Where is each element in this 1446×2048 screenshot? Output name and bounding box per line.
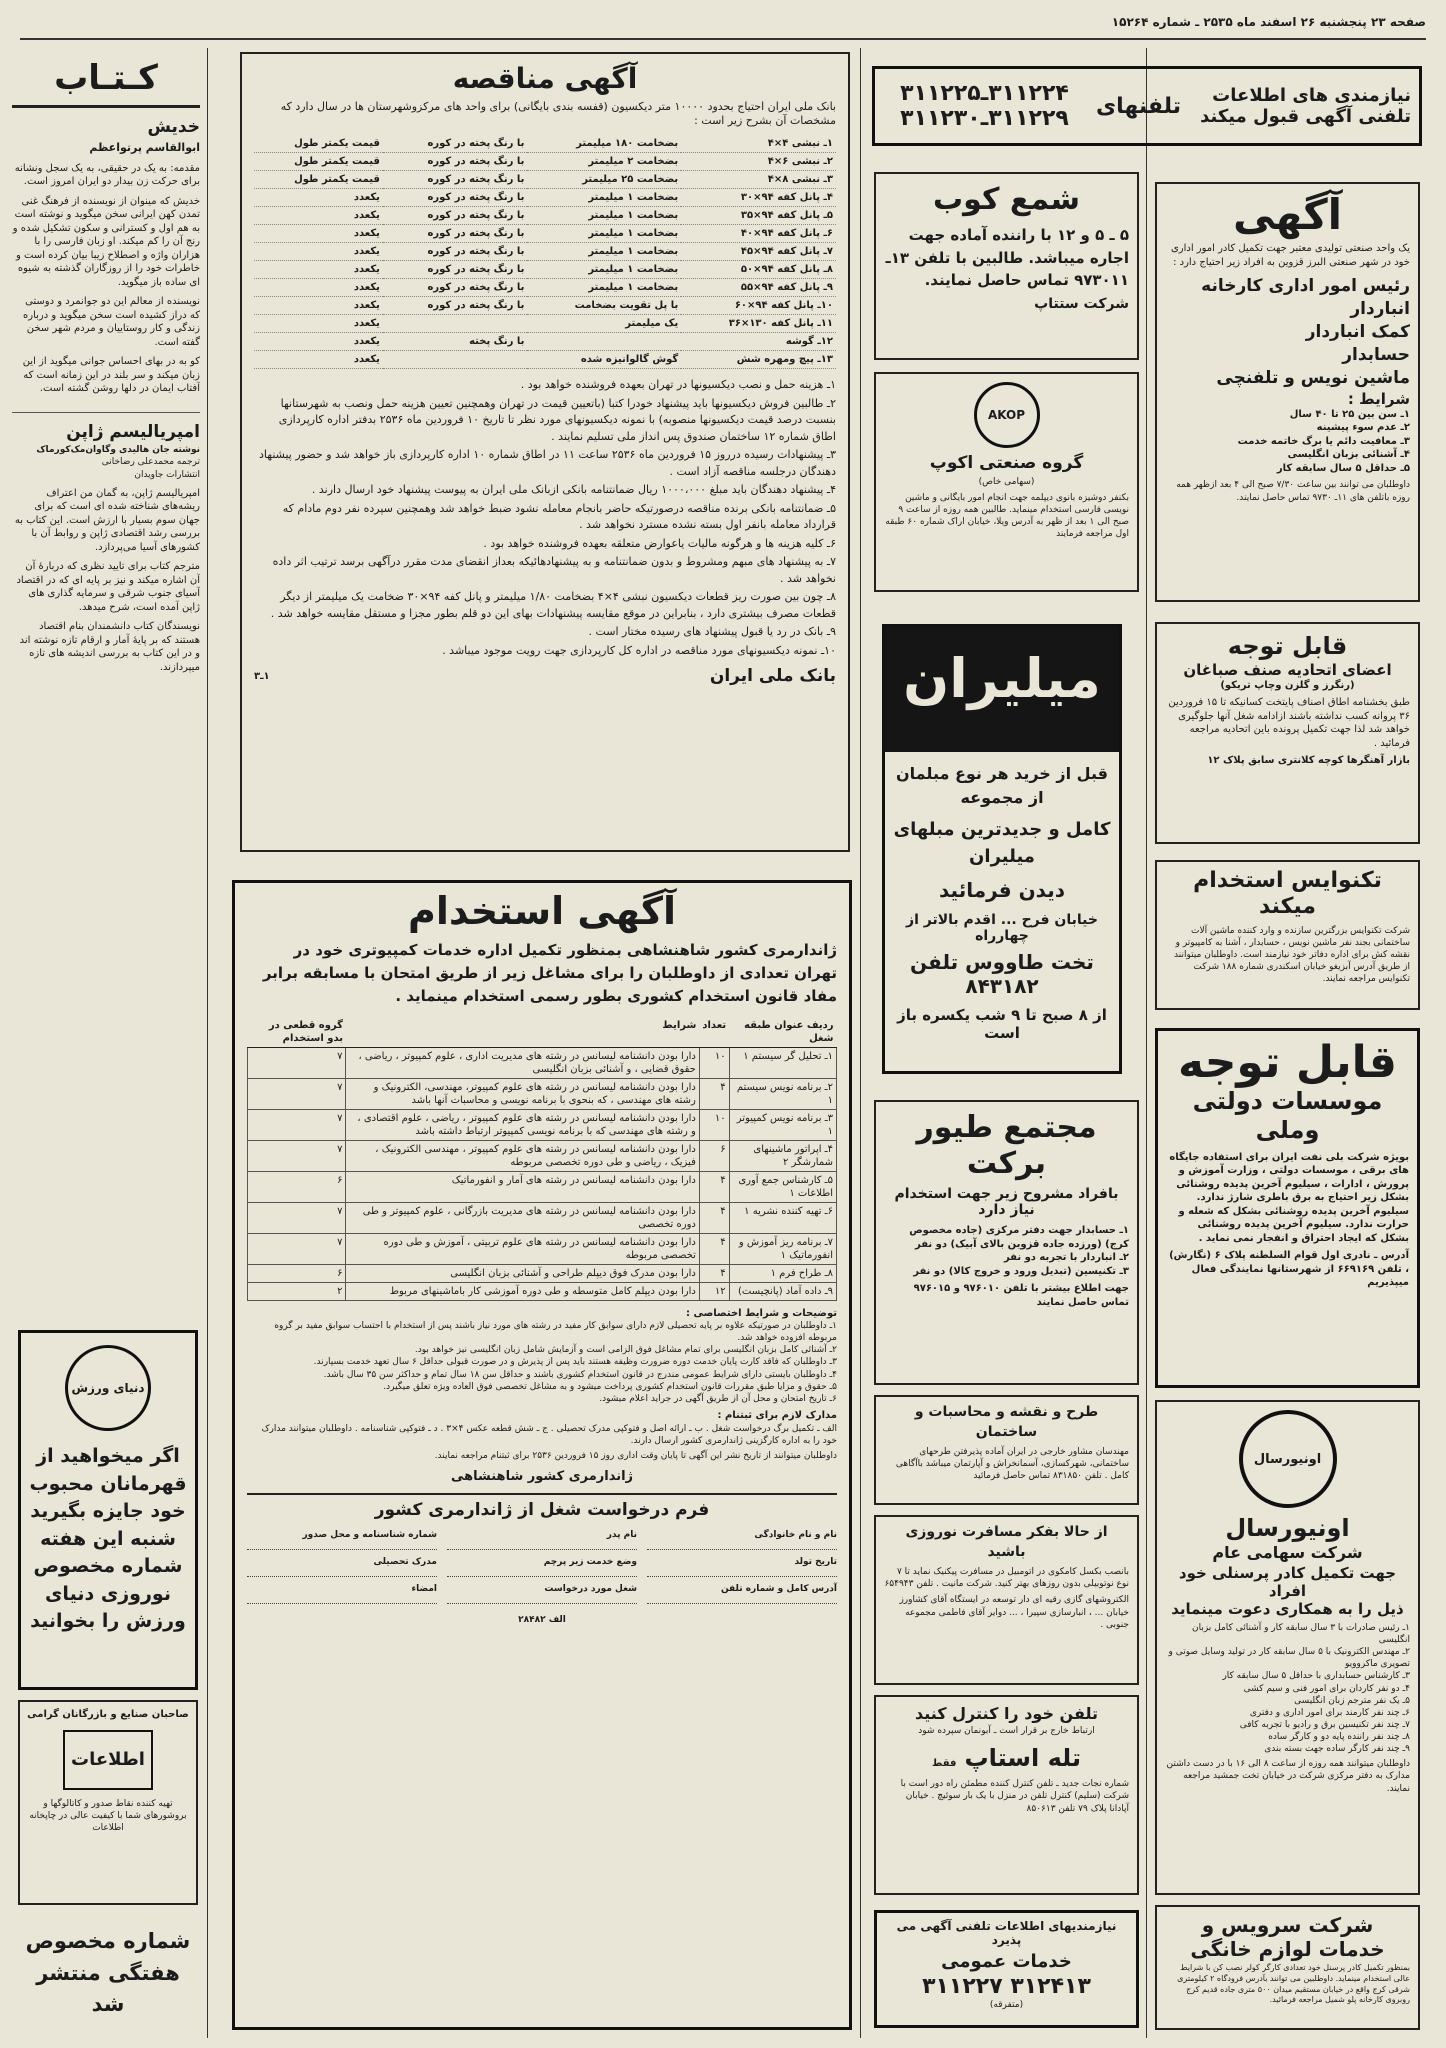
travel-ad <box>874 1515 1139 1685</box>
weekly-notice-text: شماره مخصوص هفتگی منتشر شد <box>25 1929 191 2016</box>
tender-item-cell: ۱۰ـ پانل کفه ۹۴×۶۰ <box>681 297 836 315</box>
tender-item-row <box>254 279 836 297</box>
universal-subtitle: شرکت سهامی عام <box>1212 1542 1363 1562</box>
job-ad-conditions <box>1165 408 1410 476</box>
article-paragraph: مترجم کتاب برای تایید نظری که دربارهٔ آن آن اشاره میکند و نیز بر پایه ای که در اقتصاد آسیای جنوب شرقی و سرمایه گذاری های ژاپن آمده است، شرح میدهد. <box>16 561 200 613</box>
universal-logo <box>1239 1410 1337 1508</box>
barekat-item: ۳ـ تکنیسین (تبدیل ورود و خروج کالا) دو نفر <box>913 1265 1129 1277</box>
employment-table-cell: ۷ <box>248 1233 346 1264</box>
tender-note: ۱ـ هزینه حمل و نصب دیکسیونها در تهران بعهده فروشنده خواهد بود . <box>520 378 836 392</box>
article-author: ابوالقاسم پرتواعظم <box>89 140 200 154</box>
tender-item-cell: بضخامت ۱ میلیمتر <box>527 279 681 297</box>
shamkoob-company: شرکت ستتاپ <box>1034 295 1129 312</box>
employment-table-cell: ۴ـ اپراتور ماشینهای شمارشگر ۲ <box>729 1140 836 1171</box>
design-ad <box>874 1395 1139 1505</box>
gov-ad-body: بویژه شرکت بلی نفت ایران برای استفاده جایگاه های برقی ، موسسات دولتی ، وزارت آموزش و پرورش ، ادارات ، سیلیوم آخرین پدیده روشنائی بشکل زیر احتیاج به برق باطری شارژ ندارد. سیلیوم آخرین پدیده روشنائی بشکل که شعله و حرارت ندارد. سیلیوم آخرین پدیده روشنائی بشکل که ایجاد احتراق و انفجار نمی نماید . <box>1169 1151 1409 1244</box>
dyers-address: بازار آهنگرها کوچه کلانتری سابق پلاک ۱۲ <box>1207 755 1410 767</box>
employment-condition: ۳ـ داوطلبان که فاقد کارت پایان خدمت دوره ضرورت وظیفه هستند باید پس از پذیرش و در صورت قبولی حداقل ۶ سال تعهد خدمت بسپارند. <box>313 1357 837 1368</box>
universal-item: ۲ـ مهندس الکترونیک با ۵ سال سابقه کار در تولید وسایل صوتی و تصویری ماکروویو <box>1168 1647 1410 1670</box>
employment-table-row <box>248 1078 837 1109</box>
employment-table-cell: دارا بودن دانشنامه لیسانس در رشته های علوم کمپیوتر ، ریاضی ، علوم اقتصادی ، و رشته های مهندسی که با برنامه نویسی کمپیوتر ارتباط داشته باشد <box>346 1109 699 1140</box>
tender-item-cell: ۱۲ـ گوشه <box>681 333 836 351</box>
tender-item-cell: ۱ـ نبشی ۴×۴ <box>681 135 836 153</box>
tender-note: ۹ـ بانک در رد یا قبول پیشنهاد های رسیده مختار است . <box>588 625 836 639</box>
employment-table-cell: دارا بودن دیپلم کامل متوسطه و طی دوره آموزشی کار باماشینهای مربوط <box>346 1282 699 1300</box>
tender-note: ۴ـ پیشنهاد دهندگان باید مبلغ ۱۰۰۰،۰۰۰ ریال ضمانتنامه بانکی ازبانک ملی ایران به پیوست پیشنهاد خود ارسال دارند . <box>311 483 836 497</box>
akop-ad <box>874 372 1139 592</box>
tender-item-cell: یکعدد <box>254 225 383 243</box>
employment-table-cell: ۷ <box>248 1140 346 1171</box>
employment-table-cell: ۷ <box>248 1078 346 1109</box>
industrial-job-ad <box>1155 182 1420 602</box>
employment-table-cell: ۲ـ برنامه نویس سیستم ۱ <box>729 1078 836 1109</box>
employment-table-cell: ۶ـ تهیه کننده نشریه ۱ <box>729 1202 836 1233</box>
phone-box-label: تلفنهای <box>1095 93 1181 119</box>
teleastop-ad <box>874 1695 1139 1895</box>
tender-item-cell: یکعدد <box>254 297 383 315</box>
article-translator: ترجمه محمدعلی رضاخانی <box>101 457 200 468</box>
job-ad-title: آگهی <box>1232 190 1343 239</box>
employment-conditions-title: توضیحات و شرایط اختصاصی : <box>686 1307 837 1319</box>
job-ad-condition: ۲ـ عدم سوء پیشینه <box>1316 422 1410 434</box>
universal-line2: ذیل را به همکاری دعوت مینماید <box>1171 1599 1404 1618</box>
donya-varzesh-ad-text: اگر میخواهید از قهرمانان محبوب خود جایزه بگیرید شنبه این هفته شماره مخصوص نوروزی دنیای ورزش را بخوانید <box>29 1445 187 1633</box>
employment-table-cell: دارا بودن دانشنامه لیسانس در رشته های علوم تربیتی ، آموزش و طی دوره تخصصی مربوطه <box>346 1233 699 1264</box>
tender-item-cell: یکعدد <box>254 207 383 225</box>
tender-item-row <box>254 243 836 261</box>
gov-ad-subtitle: موسسات دولتی وملی <box>1192 1087 1383 1145</box>
article-publisher: انتشارات جاویدان <box>134 469 200 480</box>
donya-varzesh-logo-text: دنیای ورزش <box>71 1380 145 1395</box>
tender-item-cell <box>383 351 528 369</box>
tender-item-cell: یکعدد <box>254 243 383 261</box>
tender-item-cell: بضخامت ۱ میلیمتر <box>527 243 681 261</box>
dyers-subtitle: اعضای اتحادیه صنف صباغان <box>1183 660 1392 679</box>
tender-note: ۵ـ ضمانتنامه بانکی برنده مناقصه درصورتیکه حاضر بانجام معامله نشود ضبط خواهد شد وهمچنین سپرده نفر دوم مادام که قرارداد معامله بانفر اول بسته نشده مسترد نخواهد شد . <box>282 501 836 532</box>
article-paragraph: کو به در بهای احساس جوانی میگوید از این زبان میکند و سر بلند در این زمانه است که آفتاب ایمان در دلها روشن گشته است. <box>22 356 200 395</box>
barekat-poultry-ad <box>874 1100 1139 1385</box>
employment-condition: ۱ـ داوطلبان در صورتیکه علاوه بر پایه تحصیلی لازم دارای سوابق کار مفید در رشته های مورد نیاز باشند پس از استخدام با احتساب سوابق مفید بر گروه مربوطه افزوده خواهد شد. <box>274 1321 837 1344</box>
melliran-line2: کامل و جدیدترین مبلهای میلیران <box>893 819 1111 867</box>
job-ad-condition: ۱ـ سن بین ۲۵ تا ۴۰ سال <box>1289 408 1410 420</box>
shamkoob-body: ۵ ـ ۵ و ۱۲ با راننده آماده جهت اجاره میباشد. طالبین با تلفن ۱۳ـ ۹۷۳۰۱۱ تماس حاصل نمایند. <box>885 226 1129 289</box>
article-title: خدیش <box>147 116 200 137</box>
technovice-ad <box>1155 860 1420 1010</box>
universal-line1: جهت تکمیل کادر پرسنلی خود افراد <box>1178 1563 1397 1600</box>
job-ad-condition: ۵ـ حداقل ۵ سال سابقه کار <box>1276 462 1410 474</box>
tender-item-cell: ۵ـ پانل کفه ۹۴×۳۵ <box>681 207 836 225</box>
universal-footer: داوطلبان میتوانند همه روزه از ساعت ۸ الی ۱۶ با در دست داشتن مدارک به دفتر مرکزی شرکت در خیابان تخت جمشید مراجعه نمایند. <box>1166 1759 1410 1794</box>
tender-notes <box>254 377 836 659</box>
travel-body-2: الکتروشهای گازی رقیه ای دار توسعه در ایستگاه آقای کشاورز خیابان ... ، انبارسازی سپیرا ، ... دوایر آقای فاطمی مجموعه جنوبی . <box>899 1595 1129 1630</box>
application-form-field: آدرس کامل و شماره تلفن <box>647 1583 837 1604</box>
universal-item: ۴ـ دو نفر کاردان برای امور فنی و سیم کشی <box>1243 1683 1410 1694</box>
article-paragraph: نویسنده از معالم این دو جوانمرد و دوستی که دراز کشیده است سخن میگوید و درباره زندگی و کار روستاییان و مردم شهر سخن گفته است. <box>23 296 200 348</box>
tender-item-row <box>254 135 836 153</box>
job-ad-intro: یک واحد صنعتی تولیدی معتبر جهت تکمیل کادر امور اداری خود در شهر صنعتی البرز قزوین به افراد زیر احتیاج دارد : <box>1170 243 1410 268</box>
employment-table-cell: ۱ـ تحلیل گر سیستم ۱ <box>729 1047 836 1078</box>
ettelaat-ad-body: تهیه کننده نقاط صدور و کاتالوگها و بروشورهای شما با کیفیت عالی در چاپخانه اطلاعات <box>29 1798 187 1833</box>
tender-item-cell: قیمت یکمتر طول <box>254 135 383 153</box>
tender-item-row <box>254 351 836 369</box>
universal-item: ۹ـ چند نفر کارگر ساده جهت بسته بندی <box>1264 1744 1410 1755</box>
tender-item-cell: با رنگ پخته <box>383 333 528 351</box>
employment-table-cell: ۷ <box>248 1109 346 1140</box>
book-section-title: کـتـاب <box>12 52 200 108</box>
employment-deadline: داوطلبان میتوانند از تاریخ نشر این آگهی تا پایان وقت اداری روز ۱۵ فروردین ۲۵۳۶ برای ثبتنام مراجعه نمایند. <box>434 1450 837 1461</box>
universal-ad <box>1155 1400 1420 1895</box>
akop-title: گروه صنعتی اکوپ <box>929 453 1084 473</box>
tender-item-cell: ۲ـ نبشی ۶×۴ <box>681 153 836 171</box>
melliran-line6: از ۸ صبح تا ۹ شب یکسره باز است <box>897 1006 1107 1042</box>
employment-table-cell: ۶ <box>248 1171 346 1202</box>
dyers-body: طبق بخشنامه اطاق اصناف پایتخت کسانیکه تا ۱۵ فروردین ۳۶ پروانه کسب نداشته باشند ازادامه شغل آنها جلوگیری خواهد شد لذا جهت تکمیل پرونده باین اتحادیه مراجعه فرمائید . <box>1168 697 1410 749</box>
employment-table-cell: ۱۲ <box>699 1282 729 1300</box>
application-form-field: وضع خدمت زیر پرچم <box>447 1556 637 1577</box>
application-form <box>247 1529 837 1604</box>
job-ad-role: حسابدار <box>1342 345 1410 365</box>
employment-table-cell: دارا بودن دانشنامه لیسانس در رشته های مدیریت اداری ، علوم کمپیوتر ، ریاضی ، حقوق قضایی ، و آشنائی بزبان انگلیسی <box>346 1047 699 1078</box>
gov-ad-title: قابل توجه <box>1178 1037 1397 1088</box>
tender-item-cell: با رنگ پخته در کوره <box>383 261 528 279</box>
tender-item-cell: ۷ـ پانل کفه ۹۴×۴۵ <box>681 243 836 261</box>
employment-condition: ۶ـ تاریخ امتحان و محل آن از طریق آگهی در جراید اعلام میشود. <box>599 1393 837 1404</box>
job-ad-conditions-title: شرایط : <box>1347 389 1410 408</box>
tender-items-table <box>254 135 836 369</box>
employment-table-cell: ۷ـ برنامه ریز آموزش و انفورماتیک ۱ <box>729 1233 836 1264</box>
employment-table-header-cell: شرایط <box>346 1017 699 1048</box>
ettelaat-logo <box>63 1730 153 1790</box>
tender-item-cell: با رنگ پخته در کوره <box>383 189 528 207</box>
appliance-body: بمنظور تکمیل کادر پرسنل خود تعدادی کارگر کولر نصب کن با شرایط عالی استخدام مینماید. داوطلبین می توانند بآدرس فرودگاه ۲ کیلومتری شرقی کرج واقع در خیابان مستقیم میدان ۵۰۰ متری جاده قدیم کرج روبروی کارخانه پلو شمیل مراجعه فرمائید. <box>1177 1963 1410 2005</box>
akop-body: بکنفر دوشیزه بانوی دیپلمه جهت انجام امور بایگانی و ماشین نویسی فارسی استخدام مینماید. طالبین همه روزه از ساعت ۹ صبح الی ۱ بعد از ظهر به آدرس ویلا، خیابان اراک شماره ۶۰ طبقه اول مراجعه فرمایند <box>885 492 1129 540</box>
application-form-field: تاریخ تولد <box>647 1556 837 1577</box>
classified-note: (متفرقه) <box>989 2000 1024 2010</box>
tender-item-cell: با رنگ پخته در کوره <box>383 135 528 153</box>
tender-note: ۳ـ پیشنهادات رسیده درروز ۱۵ فروردین ماه ۲۵۳۶ ساعت ۱۱ در اطاق شماره ۱۰ اداره کارپردازی باز خواهد شد و حضور پیشنهاد دهندگان درجلسه مناقصه آزاد است . <box>259 448 836 478</box>
barekat-title-2: برکت <box>966 1146 1047 1181</box>
column-divider <box>1146 48 1147 2038</box>
application-form-field: شغل مورد درخواست <box>447 1583 637 1604</box>
tender-item-cell: با رنگ پخته در کوره <box>383 297 528 315</box>
tender-item-cell: گوش گالوانیزه شده <box>527 351 681 369</box>
tender-item-row <box>254 207 836 225</box>
employment-table-row <box>248 1140 837 1171</box>
design-body: مهندسان مشاور خارجی در ایران آماده پذیرفتن طرحهای ساختمانی، شهرکسازی، آسمانخراش و آپارتمان میباشد باآگاهی کامل . تلفن ۸۳۱۸۵۰ تماس حاصل فرمائید <box>895 1447 1129 1482</box>
tender-item-cell: قیمت یکمتر طول <box>254 153 383 171</box>
barekat-item: ۱ـ حسابدار جهت دفتر مرکزی (جاده مخصوص کرج) (ورزده جاده قزوین بالای آبیک) دو نفر <box>909 1225 1129 1250</box>
barekat-title: مجتمع طیور <box>916 1110 1097 1145</box>
book-column <box>12 52 200 1322</box>
article-paragraph: خدیش که مینوان از نویسنده از فرهنگ غنی تمدن کهن ایرانی سخن میگوید و نوشته است به هم اول و کسترانی و سکون تشکیل شده و رنج آن را کم میکند. او زبان فارسی را با هزاران واژه و اصطلاح زیبا بیان کرده است و خاطرات خود را از روزگاران گذشته به شیوه ای ساده باز میگوید. <box>12 195 200 288</box>
ettelaat-logo-text: اطلاعات <box>71 1749 145 1770</box>
tender-item-cell: ۳ـ نبشی ۸×۴ <box>681 171 836 189</box>
tender-title: آگهی مناقصه <box>452 62 638 95</box>
akop-logo-text: AKOP <box>987 408 1026 422</box>
donya-varzesh-logo <box>65 1345 151 1431</box>
job-ad-footer: داوطلبان می توانند بین ساعت ۷/۳۰ صبح الی ۴ بعد ازظهر همه روزه باتلفن های ۱۱ـ ۹۷۳۰ تماس حاصل نمایند. <box>1176 480 1410 503</box>
employment-table-cell: ۸ـ طراح فرم ۱ <box>729 1264 836 1282</box>
phone-box-line2: تلفنی آگهی قبول میکند <box>1200 106 1411 127</box>
article-paragraph: نویسندگان کتاب دانشمندان بنام اقتصاد هستند که بر پایهٔ آمار و ارقام تازه نوشته اند و در این کتاب به بررسی اندیشه های تازه میپردازند. <box>19 621 200 673</box>
technovice-title: تکنوایس استخدام <box>1193 868 1382 893</box>
employment-table-cell: ۴ <box>699 1202 729 1233</box>
phone-box-numbers-2: ۳۱۱۲۲۹ـ۳۱۱۲۳۰ <box>900 106 1069 131</box>
universal-item: ۶ـ چند نفر کارمند برای امور اداری و دفتری <box>1249 1707 1410 1718</box>
job-ad-role: انباردار <box>1350 299 1410 320</box>
tender-item-cell: ۴ـ پانل کفه ۹۴×۳۰ <box>681 189 836 207</box>
dyers-union-ad <box>1155 622 1420 844</box>
employment-table <box>247 1017 837 1301</box>
employment-documents-title: مدارک لازم برای ثبتنام : <box>717 1410 837 1422</box>
employment-code: الف ۲۸۴۸۲ <box>518 1615 566 1626</box>
employment-table-cell: ۱۰ <box>699 1109 729 1140</box>
universal-title: اونیورسال <box>1225 1514 1350 1542</box>
employment-table-header-cell: تعداد <box>699 1017 729 1048</box>
tender-note: ۱۰ـ نمونه دیکسیونهای مورد مناقصه در اداره کل کارپردازی جهت رویت موجود میباشد . <box>442 643 836 657</box>
employment-table-cell: دارا بودن دانشنامه لیسانس در رشته های مدیریت بازرگانی ، علوم کمپیوتر و طی دوره تخصصی <box>346 1202 699 1233</box>
travel-title: از حالا بفکر مسافرت نوروزی باشید <box>905 1524 1108 1560</box>
employment-table-header <box>248 1017 837 1048</box>
tender-item-row <box>254 225 836 243</box>
job-ad-role: ماشین نویس و تلفنچی <box>1216 367 1410 388</box>
employment-table-header-cell: گروه قطعی در بدو استخدام <box>248 1017 346 1048</box>
job-ad-roles <box>1165 275 1410 390</box>
tender-code: ۱ـ۳ <box>254 671 270 683</box>
universal-item: ۵ـ یک نفر مترجم زبان انگلیسی <box>1294 1695 1410 1706</box>
tender-item-cell: ۱۱ـ پانل کفه ۱۳۰×۳۶ <box>681 315 836 333</box>
design-title: طرح و نقشه و محاسبات و ساختمان <box>914 1404 1099 1440</box>
donya-varzesh-ad <box>18 1330 198 1690</box>
employment-table-cell: ۴ <box>699 1078 729 1109</box>
ettelaat-classified-box <box>874 1910 1139 2028</box>
tender-item-cell: یکعدد <box>254 189 383 207</box>
ettelaat-phone-box <box>872 66 1422 146</box>
melliran-line3: دیدن فرمائید <box>938 878 1065 902</box>
melliran-line1: قبل از خرید هر نوع مبلمان از مجموعه <box>896 764 1108 807</box>
melliran-logo: میلیران <box>885 627 1119 752</box>
employment-table-cell: ۳ـ برنامه نویس کمپیوتر ۱ <box>729 1109 836 1140</box>
job-ad-condition: ۴ـ آشنائی بزبان انگلیسی <box>1287 449 1410 461</box>
tender-item-cell: ۶ـ پانل کفه ۹۴×۴۰ <box>681 225 836 243</box>
barekat-contact: جهت اطلاع بیشتر با تلفن ۹۷۶۰۱۰ و ۹۷۶۰۱۵ تماس حاصل نمایند <box>913 1283 1129 1308</box>
tender-item-cell: با رنگ پخته در کوره <box>383 153 528 171</box>
tender-note: ۶ـ کلیه هزینه ها و هرگونه مالیات یاعوارض متعلقه بعهده فروشنده خواهد بود . <box>483 536 836 550</box>
tender-item-cell: یکعدد <box>254 279 383 297</box>
akop-subtitle: (سهامی خاص) <box>978 476 1035 487</box>
job-ad-role: کمک انباردار <box>1305 322 1410 343</box>
universal-item: ۸ـ چند نفر راننده پایه دو و کارگر ساده <box>1268 1732 1410 1743</box>
employment-signature: ژاندارمری کشور شاهنشاهی <box>450 1468 634 1484</box>
tender-item-row <box>254 171 836 189</box>
article-author: نوشته جان هالیدی وگاوان‌مک‌کورماک <box>36 445 200 456</box>
tender-item-row <box>254 153 836 171</box>
tender-item-cell: ۹ـ پانل کفه ۹۴×۵۵ <box>681 279 836 297</box>
employment-table-cell: دارا بودن دانشنامه لیسانس در رشته های علوم کمپیوتر، مهندسی، الکترونیک و رشته های مهندسی ، که بنحوی با برنامه نویسی و محاسبات آنها باشد <box>346 1078 699 1109</box>
teleastop-only: فقط <box>932 1757 957 1769</box>
tender-item-cell: بضخامت ۱ میلیمتر <box>527 207 681 225</box>
tender-item-row <box>254 315 836 333</box>
tender-item-cell: ۱۳ـ پیچ ومهره شش <box>681 351 836 369</box>
employment-documents: الف ـ تکمیل برگ درخواست شغل . ب ـ ارائه اصل و فتوکپی مدرک تحصیلی . ج ـ شش قطعه عکس ۴×۳ . د ـ فتوکپی شناسنامه . داوطلبان میتوانند مدارک خود را به اداره کارگزینی ژاندارمری کشور ارسال دارند. <box>261 1423 837 1446</box>
appliance-service-ad <box>1155 1905 1420 2030</box>
application-form-field: مدرک تحصیلی <box>247 1556 437 1577</box>
tender-item-cell <box>527 333 681 351</box>
tender-note: ۷ـ به پیشنهاد های مبهم ومشروط و بدون ضمانتنامه و به پیشنهادهائیکه بعداز انقضای مدت مقرر درآگهی برسد ترتیب اثر داده نخواهد شد . <box>272 555 836 585</box>
universal-item: ۳ـ کارشناس حسابداری با حداقل ۵ سال سابقه کار <box>1222 1671 1410 1682</box>
tender-item-cell: قیمت یکمتر طول <box>254 171 383 189</box>
employment-table-row <box>248 1202 837 1233</box>
employment-title: آگهی استخدام <box>407 889 676 933</box>
tender-item-row <box>254 261 836 279</box>
universal-logo-text: اونیورسال <box>1253 1451 1322 1467</box>
tender-item-cell <box>383 315 528 333</box>
gov-ad-address: آدرس ـ نادری اول قوام السلطنه پلاک ۶ (نگارش) ، تلفن ۶۶۹۱۶۹ از شهرستانها نمایندگی فعال میپذیریم <box>1169 1250 1409 1289</box>
tender-item-row <box>254 333 836 351</box>
tender-item-cell: بضخامت ۱۸۰ میلیمتر <box>527 135 681 153</box>
tender-signature: بانک ملی ایران <box>709 666 836 687</box>
job-ad-condition: ۳ـ معافیت دائم یا برگ خاتمه خدمت <box>1237 435 1410 447</box>
job-ad-role: رئیس امور اداری کارخانه <box>1201 276 1410 297</box>
application-form-field: امضاء <box>247 1583 437 1604</box>
tender-item-cell: بضخامت ۲۵ میلیمتر <box>527 171 681 189</box>
employment-table-cell: ۶ <box>699 1140 729 1171</box>
employment-table-cell: ۵ـ کارشناس جمع آوری اطلاعات ۱ <box>729 1171 836 1202</box>
tender-item-row <box>254 189 836 207</box>
technovice-body: شرکت تکنوایس بزرگترین سازنده و وارد کننده ماشین آلات ساختمانی بجند نفر ماشین نویس ، حسابدار ، آشنا به کامپیوتر و نقشه کش برای اداره دفاتر خود نیازمند است. داوطلبان میتوانند از طریق آدرس آبزیغو خیابان اسکندری شماره ۱۸۸ شرکت تکنوایس مراجعه نمایند. <box>1174 925 1410 985</box>
dyers-title: قابل توجه <box>1227 632 1348 660</box>
tender-note: ۲ـ طالبین فروش دیکسیونها باید پیشنهاد خودرا کتبا (باتعیین قیمت در تهران وهمچنین تعیین هزینه حمل ونصب به شهرستانها بنسبت درصد قیمت دیکسیونها منصوبه) با نمونه دیکسیونهای مورد نظر تا تاریخ ۱۰ فروردین ماه ۲۵۳۶ بدفتر اداره کارپردازی اطاق شماره ۱۲ ساختمان صندوق پس انداز ملی تسلیم نمایند . <box>278 396 836 443</box>
tender-item-row <box>254 297 836 315</box>
application-form-field: نام و نام خانوادگی <box>647 1529 837 1550</box>
technovice-title-2: میکند <box>1258 894 1317 920</box>
employment-ad <box>232 880 852 2030</box>
employment-conditions <box>247 1320 837 1405</box>
employment-table-cell: دارا بودن دانشنامه لیسانس در رشته های علوم کمپیوتر ، مهندسی الکترونیک ، فیزیک ، ریاضی و طی دوره تخصصی مربوطه <box>346 1140 699 1171</box>
tender-item-cell: یک میلیمتر <box>527 315 681 333</box>
classified-phones: ۳۱۲۴۱۳ ۳۱۱۲۲۷ <box>922 1974 1091 1999</box>
barekat-item: ۲ـ انباردار با تجربه دو نفر <box>1003 1252 1129 1263</box>
ettelaat-print-ad <box>18 1700 198 1905</box>
tender-item-cell: یکعدد <box>254 315 383 333</box>
dyers-subtitle-2: (رنگرز و گلزن وچاپ تریکو) <box>1220 679 1355 691</box>
tender-item-cell: بضخامت ۲ میلیمتر <box>527 153 681 171</box>
employment-table-cell: ۴ <box>699 1233 729 1264</box>
employment-table-cell: دارا بودن دانشنامه لیسانس در رشته های آمار و انفورماتیک <box>346 1171 699 1202</box>
employment-table-cell: ۷ <box>248 1202 346 1233</box>
tender-item-cell: با پل تقویت بضخامت <box>527 297 681 315</box>
melliran-ad <box>882 624 1122 1074</box>
employment-condition: ۵ـ حقوق و مزایا طبق مقررات قانون استخدام کشوری پرداخت میشود و به مشاغل تخصصی فوق العاده ویژه تعلق میگیرد. <box>383 1381 837 1392</box>
header-text: صفحه ۲۳ پنجشنبه ۲۶ اسفند ماه ۲۵۳۵ ـ شماره ۱۵۲۶۴ <box>1111 15 1426 29</box>
tender-note: ۸ـ چون بین صورت ریز قطعات دیکسیون نبشی ۴×۴ بضخامت ۱/۸۰ میلیمتر و پانل کفه ۹۴×۳۰ ضخامت یک میلیمتر از دیگر قطعات مصرف بیشتری دارد ، بنابراین در موقع مقایسه پیشنهادات بهای این دو قلم بطور مجزا و مستقل مقایسه خواهد شد . <box>270 590 836 620</box>
phone-box-line1: نیازمندی های اطلاعات <box>1212 85 1411 106</box>
tender-intro: بانک ملی ایران احتیاج بحدود ۱۰۰۰۰ متر دیکسیون (قفسه بندی بایگانی) برای واحد های مرکزوشهرستان ها در سال دارد که مشخصات آن بشرح زیر است : <box>280 99 836 128</box>
weekly-notice <box>18 1918 198 2028</box>
tender-item-cell: با رنگ پخته در کوره <box>383 279 528 297</box>
teleastop-subtitle: ارتباط خارج بر قرار است ـ آبونمان سپرده شود <box>918 1726 1095 1737</box>
ettelaat-ad-heading: صاحبان صنایع و بازرگانان گرامی <box>27 1709 189 1720</box>
employment-intro: ژاندارمری کشور شاهنشاهی بمنظور تکمیل اداره خدمات کمپیوتری خود در تهران تعدادی از داوطلبان را برای مشاغل زیر از طریق امتحان با مسابقه برابر مفاد قانون استخدام کشوری بطور رسمی استخدام مینماید . <box>262 940 837 1006</box>
teleastop-title: تلفن خود را کنترل کنید <box>914 1704 1098 1723</box>
tender-item-cell: یکعدد <box>254 333 383 351</box>
melliran-line4: خیابان فرح ... اقدم بالاتر از چهارراه <box>906 912 1098 944</box>
universal-item: ۱ـ رئیس صادرات با ۳ سال سابقه کار و آشنائی کامل بزبان انگلیسی <box>1191 1622 1410 1645</box>
universal-items <box>1165 1622 1410 1756</box>
tender-ad <box>240 52 850 852</box>
tender-item-cell: بضخامت ۱ میلیمتر <box>527 189 681 207</box>
teleastop-body: شماره نجات جدید ـ تلفن کنترل کننده مطمئن راه دور است با شرکت (سلیم) کنترل تلفن در منزل با یک بار سوئیچ . خیابان آپادانا پلاک ۷۹ تلفن ۸۵۰۶۱۳ <box>900 1779 1129 1814</box>
employment-table-cell: ۱۰ <box>699 1047 729 1078</box>
classified-line1: نیازمندیهای اطلاعات تلفنی آگهی می پذیرد <box>896 1919 1117 1947</box>
barekat-subtitle: بافراد مشروح زیر جهت استخدام نیاز دارد <box>894 1186 1119 1218</box>
employment-table-row <box>248 1264 837 1282</box>
article-paragraph: امپریالیسم ژاپن، به گمان من اعتراف ریشه‌های شناخته شده ای است که برای جهان سوم بسیار با ارزش است. این کتاب به بررسی رشد اقتصادی ژاپن و روابط آن با کشورهای آسیا می‌پردازد. <box>14 487 200 553</box>
employment-condition: ۴ـ داوطلبان بایستی دارای شرایط عمومی مندرج در قانون استخدام کشوری باشند و حداقل سن ۱۸ سال تمام و حداکثر سن ۳۵ سال باشد. <box>323 1369 837 1380</box>
melliran-line5: تخت طاووس تلفن ۸۴۳۱۸۲ <box>910 950 1094 998</box>
employment-table-header-cell: ردیف عنوان طبقه شغل <box>729 1017 836 1048</box>
travel-body: بانصب بکسل کامکوی در اتومبیل در مسافرت پیکنیک نماید تا ۷ نوع نوتوبیلی بدون روزهای بهتر کنید. شرکت مانیت . تلفن ۶۵۴۹۴۳ <box>884 1567 1129 1590</box>
employment-table-row <box>248 1282 837 1300</box>
employment-table-row <box>248 1047 837 1078</box>
tender-item-cell: با رنگ پخته در کوره <box>383 171 528 189</box>
application-form-field: شماره شناسنامه و محل صدور <box>247 1529 437 1550</box>
akop-logo <box>974 382 1040 448</box>
column-divider <box>860 48 861 2038</box>
employment-form-title: فرم درخواست شغل از ژاندارمری کشور <box>247 1493 837 1523</box>
universal-item: ۷ـ چند نفر تکنیسین برق و رادیو با تجربه کافی <box>1239 1719 1410 1730</box>
tender-item-cell: با رنگ پخته در کوره <box>383 225 528 243</box>
tender-item-cell: بضخامت ۱ میلیمتر <box>527 225 681 243</box>
gov-institutions-ad <box>1155 1028 1420 1388</box>
shamkoob-title: شمع کوب <box>933 182 1080 217</box>
employment-table-row <box>248 1109 837 1140</box>
classified-line2: خدمات عمومی <box>941 1951 1072 1972</box>
employment-table-cell: ۴ <box>699 1264 729 1282</box>
tender-item-cell: یکعدد <box>254 261 383 279</box>
teleastop-brand: تله استاپ <box>964 1743 1081 1772</box>
tender-item-cell: با رنگ پخته در کوره <box>383 243 528 261</box>
article-title: امپریالیسم ژاپن <box>12 412 200 445</box>
application-form-field: نام پدر <box>447 1529 637 1550</box>
appliance-title: شرکت سرویس و <box>1201 1913 1374 1937</box>
employment-table-cell: ۴ <box>699 1171 729 1202</box>
shamkoob-ad <box>874 172 1139 360</box>
employment-table-row <box>248 1233 837 1264</box>
employment-condition: ۲ـ آشنائی کامل بزبان انگلیسی برای تمام مشاغل فوق الزامی است و آزمایش شامل زبان انگلیسی نیز خواهد بود. <box>414 1345 837 1356</box>
column-divider <box>207 48 208 2038</box>
employment-table-cell: ۹ـ داده آماد (پانچیست) <box>729 1282 836 1300</box>
page-header <box>726 14 1426 36</box>
employment-table-cell: ۶ <box>248 1264 346 1282</box>
phone-box-numbers: ۳۱۱۲۲۴ـ۳۱۱۲۲۵ <box>900 81 1069 106</box>
appliance-title-2: خدمات لوازم خانگی <box>1190 1937 1385 1961</box>
employment-table-cell: ۲ <box>248 1282 346 1300</box>
tender-item-cell: یکعدد <box>254 351 383 369</box>
tender-item-cell: بضخامت ۱ میلیمتر <box>527 261 681 279</box>
header-rule <box>20 38 1426 40</box>
employment-table-row <box>248 1171 837 1202</box>
employment-table-cell: ۷ <box>248 1047 346 1078</box>
tender-item-cell: با رنگ پخته در کوره <box>383 207 528 225</box>
article-paragraph: مقدمه: به یک در حقیقی، به یک سجل ونشانه برای حرکت زن بیدار دو ایران امروز است. <box>14 162 200 188</box>
employment-table-cell: دارا بودن مدرک فوق دیپلم طراحی و آشنائی بزبان انگلیسی <box>346 1264 699 1282</box>
tender-item-cell: ۸ـ پانل کفه ۹۴×۵۰ <box>681 261 836 279</box>
